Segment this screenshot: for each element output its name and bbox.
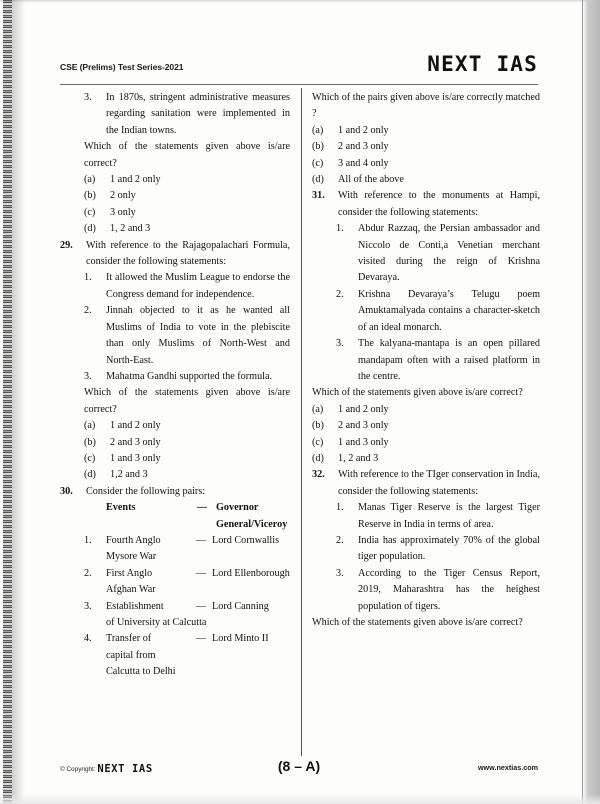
question-header bbox=[312, 188, 540, 221]
option-item[interactable] bbox=[60, 451, 290, 467]
table-row bbox=[60, 533, 290, 549]
statement-number: 1. bbox=[84, 272, 92, 284]
statement-number: 1. bbox=[336, 223, 344, 235]
option-text: All of the above bbox=[338, 174, 404, 186]
statement-item bbox=[312, 566, 540, 615]
option-text: 2 and 3 only bbox=[110, 436, 161, 448]
statement-number: 2. bbox=[336, 288, 344, 300]
next-ias-logo-small: NEXT IAS bbox=[97, 763, 153, 775]
question-lead-in: Which of the statements given above is/are correct? bbox=[84, 387, 290, 415]
page-number: (8 – A) bbox=[277, 758, 321, 774]
option-text: 1 and 2 only bbox=[110, 420, 161, 432]
option-key: (c) bbox=[312, 436, 324, 448]
option-text: 1, 2 and 3 bbox=[338, 452, 379, 464]
question-lead-in: Which of the pairs given above is/are correctly matched ? bbox=[312, 92, 540, 120]
option-item[interactable] bbox=[312, 156, 540, 172]
option-key: (b) bbox=[84, 190, 96, 202]
option-key: (c) bbox=[84, 452, 96, 464]
statement-text: In 1870s, stringent administrative measures regarding sanitation were implemented in the Indian towns. bbox=[106, 92, 290, 136]
option-text: 1 and 3 only bbox=[110, 452, 161, 464]
option-text: 1,2 and 3 bbox=[110, 469, 148, 481]
question-30 bbox=[60, 484, 290, 681]
statement-text: Manas Tiger Reserve is the largest Tiger Reserve in India in terms of area. bbox=[358, 502, 540, 530]
pair-event: Fourth Anglo bbox=[106, 534, 161, 546]
option-key: (a) bbox=[312, 403, 324, 415]
pair-dash: — bbox=[195, 600, 207, 612]
pair-number: 3. bbox=[84, 600, 92, 612]
pairs-header-dash: — bbox=[196, 502, 208, 514]
statement-text: Krishna Devaraya’s Telugu poem Amuktamalyada contains a character-sketch of an ideal monarch. bbox=[358, 288, 540, 333]
question-number: 30. bbox=[60, 485, 73, 497]
pair-person: Lord Canning bbox=[212, 600, 269, 612]
website-url[interactable]: www.nextias.com bbox=[477, 763, 538, 772]
question-stem: With reference to the Rajagopalachari Formula, consider the following statements: bbox=[86, 239, 290, 268]
question-header bbox=[60, 484, 290, 500]
table-row bbox=[60, 599, 290, 615]
question-header bbox=[60, 238, 290, 271]
statement-text: The kalyana-mantapa is an open pillared mandapam often with a raised platform in the centre. bbox=[358, 338, 540, 382]
next-ias-logo: NEXT IAS bbox=[427, 52, 538, 76]
pairs-table-header bbox=[60, 500, 290, 516]
option-text: 3 and 4 only bbox=[338, 157, 389, 169]
question-stem: With reference to the monuments at Hampi, consider the following statements: bbox=[338, 190, 540, 218]
continued-question-right bbox=[312, 90, 540, 188]
pair-event-continued: Afghan War bbox=[106, 584, 156, 596]
question-lead-in: Which of the statements given above is/are correct? bbox=[84, 141, 290, 169]
option-text: 1 and 3 only bbox=[338, 436, 389, 448]
statement-text: Jinnah objected to it as he wanted all Muslims of India to vote in the plebiscite than only Muslims of North-West and North-East. bbox=[106, 305, 290, 366]
statement-item bbox=[312, 533, 540, 566]
pair-event-continued: capital from bbox=[106, 649, 156, 661]
statement-number: 3. bbox=[336, 567, 344, 579]
pair-event-continued-2: Calcutta to Delhi bbox=[106, 666, 176, 678]
statement-item bbox=[60, 90, 290, 139]
page-header bbox=[60, 52, 538, 92]
pair-number: 1. bbox=[84, 534, 92, 546]
statement-number: 2. bbox=[336, 534, 344, 546]
option-key: (b) bbox=[84, 436, 96, 448]
option-key: (d) bbox=[84, 223, 96, 235]
pair-person: Lord Cornwallis bbox=[212, 534, 280, 546]
left-column bbox=[60, 90, 290, 681]
option-item[interactable] bbox=[312, 451, 540, 467]
statement-text: According to the Tiger Census Report, 2019, Maharashtra has the heighest population of tigers. bbox=[358, 567, 540, 612]
page-footer bbox=[60, 760, 538, 780]
pair-event-continued: of University at Calcutta bbox=[106, 617, 207, 628]
option-item[interactable] bbox=[312, 402, 540, 418]
statement-item bbox=[60, 270, 290, 303]
option-text: 1 and 2 only bbox=[338, 124, 389, 136]
option-item[interactable] bbox=[312, 123, 540, 139]
table-row bbox=[60, 631, 290, 647]
pair-event: Establishment bbox=[106, 600, 164, 612]
pair-dash: — bbox=[195, 567, 207, 579]
question-number: 31. bbox=[312, 190, 325, 202]
question-29 bbox=[60, 238, 290, 484]
question-stem: With reference to the TIger conservation in India, consider the following statements: bbox=[338, 469, 540, 497]
statement-number: 3. bbox=[84, 92, 92, 103]
question-32 bbox=[312, 467, 540, 631]
option-text: 2 only bbox=[110, 190, 136, 202]
option-key: (b) bbox=[312, 420, 324, 432]
option-item[interactable] bbox=[312, 139, 540, 155]
pair-number: 2. bbox=[84, 567, 92, 579]
option-key: (c) bbox=[312, 157, 324, 169]
option-key: (b) bbox=[312, 141, 324, 153]
pair-event: First Anglo bbox=[106, 567, 153, 579]
pair-number: 4. bbox=[84, 633, 92, 645]
statement-number: 2. bbox=[84, 305, 92, 317]
question-number: 29. bbox=[60, 239, 73, 251]
option-item[interactable] bbox=[60, 418, 290, 434]
option-item[interactable] bbox=[60, 188, 290, 204]
option-item[interactable] bbox=[60, 221, 290, 237]
pair-event: Transfer of bbox=[106, 633, 152, 645]
option-text: 3 only bbox=[110, 206, 136, 218]
continued-question-left bbox=[60, 90, 290, 238]
statement-item bbox=[312, 336, 540, 385]
option-text: 2 and 3 only bbox=[338, 420, 389, 432]
option-key: (d) bbox=[312, 174, 324, 186]
option-key: (d) bbox=[84, 469, 96, 481]
statement-number: 1. bbox=[336, 502, 344, 514]
question-header bbox=[312, 467, 540, 500]
option-item[interactable] bbox=[312, 172, 540, 188]
option-text: 1, 2 and 3 bbox=[110, 223, 151, 235]
option-item[interactable] bbox=[312, 418, 540, 434]
option-item[interactable] bbox=[60, 435, 290, 451]
question-31 bbox=[312, 188, 540, 467]
option-key: (d) bbox=[312, 452, 324, 464]
header-divider bbox=[60, 84, 538, 85]
statement-item bbox=[312, 287, 540, 336]
pairs-header-governor: Governor bbox=[216, 502, 259, 514]
column-divider bbox=[301, 88, 302, 756]
statement-item bbox=[60, 369, 290, 385]
pair-event-continued: Mysore War bbox=[106, 551, 157, 563]
statement-item bbox=[312, 500, 540, 533]
option-item[interactable] bbox=[60, 172, 290, 188]
pair-person: Lord Ellenborough bbox=[212, 567, 290, 579]
option-key: (c) bbox=[84, 206, 96, 218]
statement-text: Mahatma Gandhi supported the formula. bbox=[106, 370, 273, 382]
option-item[interactable] bbox=[60, 467, 290, 483]
option-item[interactable] bbox=[312, 435, 540, 451]
pairs-header-events: Events bbox=[106, 502, 136, 514]
right-column bbox=[312, 90, 540, 631]
statement-text: India has approximately 70% of the global tiger population. bbox=[358, 534, 540, 563]
option-text: 1 and 2 only bbox=[338, 403, 389, 415]
pair-dash: — bbox=[195, 633, 207, 645]
exam-title: CSE (Prelims) Test Series-2021 bbox=[60, 62, 184, 72]
option-key: (a) bbox=[84, 174, 96, 186]
question-stem: Consider the following pairs: bbox=[86, 485, 206, 497]
question-lead-in: Which of the statements given above is/are correct? bbox=[312, 617, 523, 628]
copyright-prefix: © Copyright: bbox=[60, 766, 96, 773]
statement-number: 3. bbox=[84, 370, 92, 382]
question-lead-in: Which of the statements given above is/are correct? bbox=[312, 387, 523, 399]
question-number: 32. bbox=[312, 469, 325, 481]
pairs-header-governor-line2: General/Viceroy bbox=[216, 518, 288, 530]
statement-text: Abdur Razzaq, the Persian ambassador and Niccolo de Conti,a Venetian merchant visited during the reign of Krishna Devaraya. bbox=[358, 223, 540, 284]
option-key: (a) bbox=[84, 420, 96, 432]
option-text: 1 and 2 only bbox=[110, 174, 161, 186]
statement-text: It allowed the Muslim League to endorse the Congress demand for independence. bbox=[106, 272, 290, 300]
option-text: 2 and 3 only bbox=[338, 141, 389, 153]
statement-number: 3. bbox=[336, 338, 344, 350]
pair-dash: — bbox=[195, 534, 207, 546]
pair-person: Lord Minto II bbox=[212, 633, 269, 645]
table-row bbox=[60, 566, 290, 582]
option-key: (a) bbox=[312, 124, 324, 136]
statement-item bbox=[60, 303, 290, 369]
statement-item bbox=[312, 221, 540, 287]
option-item[interactable] bbox=[60, 205, 290, 221]
